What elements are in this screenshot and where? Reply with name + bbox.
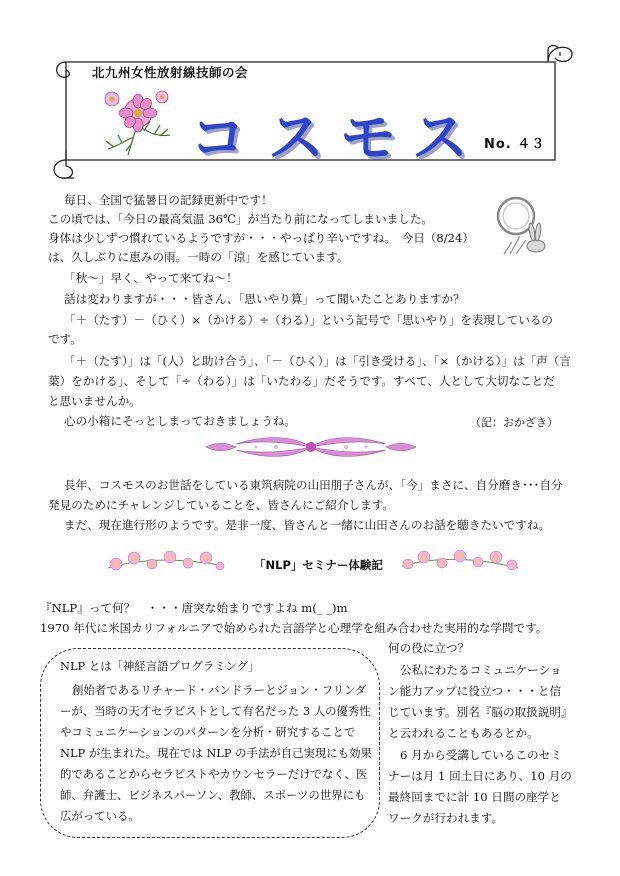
- section2-line-1: 長年、コスモスのお世話をしている東筑病院の山田朋子さんが、「今」まさに、自分磨き･･･自分: [64, 478, 563, 492]
- seminar-lead-2: 1970 年代に米国カリフォルニアで始められた言語学と心理学を組み合わせた実用的な学問です。: [40, 621, 548, 635]
- right-col-line-7: ナーは月 1 回土日にあり、10 月の: [388, 769, 572, 783]
- author-credit: （記：おかざき）: [470, 416, 558, 429]
- section2-line-3: まだ、現在進行形のようです。是非一度、皆さんと一緒に山田さんのお話を聴きたいですね。: [64, 518, 551, 532]
- right-col-line-9: ワークが行われます。: [388, 811, 504, 825]
- section2-line-2: 発見のためにチャレンジしていることを、皆さんにご紹介します。: [48, 498, 394, 512]
- flower-garland-right: [398, 546, 522, 576]
- moon-rabbit-illustration: [490, 190, 560, 256]
- right-col-line-3: ン能力アップに役立つ・・・と信: [388, 684, 562, 698]
- seminar-title: 「NLP」セミナー体験記: [254, 558, 383, 572]
- right-col-line-2: 公私にわたるコミュニケーショ: [400, 663, 562, 677]
- ribbon-divider: [206, 432, 416, 462]
- nlp-box-line-1: NLP とは「神経言語プログラミング」: [60, 659, 260, 673]
- intro-line-10: 葉）をかける」、そして「÷（わる）」は「いたわる」だそうです。すべて、人として大切なことだ: [48, 374, 555, 388]
- right-col-line-5: と云われることもあるとか。: [388, 726, 539, 740]
- nlp-box-line-4: やコミュニケーションのパターンを分析・研究することで: [60, 725, 356, 739]
- nlp-box-line-6: 的であることからセラピストやカウンセラーだけでなく、医: [60, 767, 368, 781]
- intro-line-4: は、久しぶりに恵みの雨。一時の「涼」を感じています。: [48, 250, 349, 264]
- intro-line-5: 「秋～」早く、やって来てね～！: [64, 271, 238, 285]
- nlp-box-line-2: 創始者であるリチャード・バンドラーとジョン・フリンダ: [72, 683, 367, 697]
- intro-line-1: 毎日、全国で猛暑日の記録更新中です！: [64, 193, 273, 207]
- title-char-1: コ: [190, 106, 246, 171]
- intro-line-6: 話は変わりますが・・・皆さん、「思いやり算」って聞いたことありますか？: [64, 292, 465, 306]
- right-col-line-8: 最終回までに計 10 日間の座学と: [388, 790, 561, 804]
- title-char-3: モ: [340, 106, 396, 171]
- intro-line-7: 「＋（たす）－（ひく）×（かける）÷（わる）」という記号で「思いやり」を表現しているの: [64, 313, 553, 327]
- right-col-line-4: じています。別名『脳の取扱説明』: [388, 705, 573, 719]
- cosmos-flower-illustration: [98, 85, 182, 157]
- intro-line-8: です。: [48, 332, 82, 346]
- nlp-box-line-5: NLP が生まれた。現在では NLP の手法が自己実現にも効果: [60, 746, 372, 760]
- grass-icon: [504, 236, 526, 254]
- intro-line-3: 身体は少しずつ慣れているようですが・・・やっぱり辛いですね。 今日（8/24）: [48, 231, 475, 245]
- intro-line-12: 心の小箱にそっとしまっておきましょうね。: [64, 414, 296, 428]
- rabbit-icon: [527, 223, 545, 252]
- seminar-lead-1: 『NLP』って何？ ・・・唐突な始まりですよね m(_ _)m: [40, 601, 348, 615]
- flower-garland-left: [104, 546, 228, 576]
- intro-line-9: 「＋（たす）」は「(人）と助け合う」、「－（ひく）」は「引き受ける」、「×（かける）」は「声（言: [64, 354, 571, 368]
- right-col-line-6: 6 月から受講しているこのセミ: [400, 748, 562, 762]
- title-char-2: ス: [268, 106, 324, 171]
- intro-line-2: この頃では、「今日の最高気温 36℃」が当たり前になってしまいました。: [48, 212, 434, 226]
- nlp-box-line-3: ーが、当時の天才セラピストとして有名だった 3 人の優秀性: [60, 704, 371, 718]
- title-char-4: ス: [412, 106, 468, 171]
- right-col-line-1: 何の役に立つ？: [388, 641, 470, 655]
- intro-line-11: と思いませんか。: [48, 394, 141, 408]
- organization-name: 北九州女性放射線技師の会: [92, 65, 249, 80]
- nlp-box-line-7: 師、弁護士、ビジネスパーソン、教師、スポーツの世界にも: [60, 788, 366, 802]
- issue-number: No. ４３: [484, 137, 546, 152]
- cosmos-blossom-icon: [105, 91, 168, 132]
- nlp-box-line-8: 広がっている。: [60, 809, 140, 823]
